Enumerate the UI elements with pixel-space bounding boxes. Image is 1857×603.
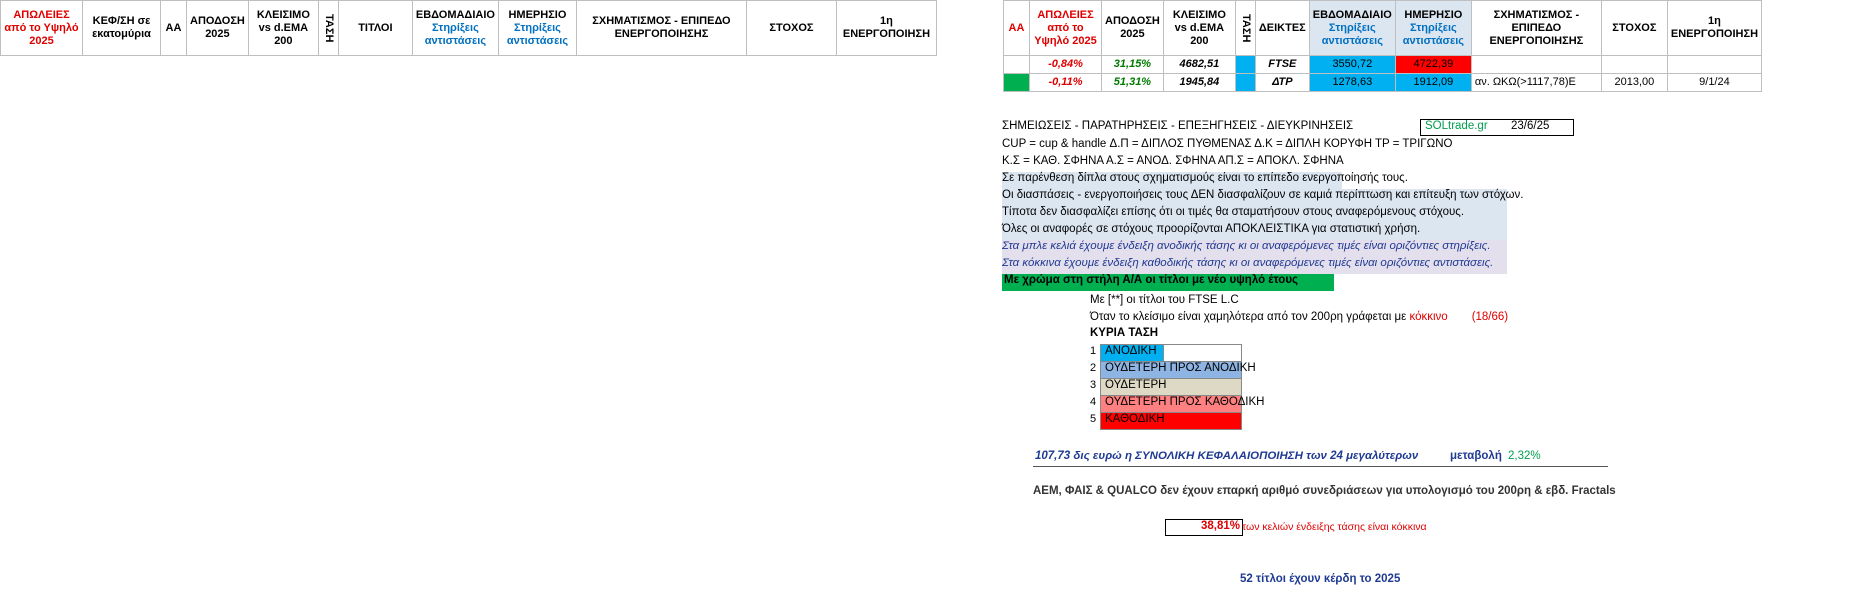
notes-line-5: Τίποτα δεν διασφαλίζει επίσης ότι οι τιμές θα σταματήσουν στους αναφερόμενους στόχους. [1002, 206, 1465, 218]
col-return: ΑΠΟΔΟΣΗ 2025 [187, 1, 249, 56]
notes-line-3: Σε παρένθεση δίπλα στους σχηματισμούς είναι το επίπεδο ενεργοποίησής τους. [1002, 172, 1408, 184]
legend-label: ΑΝΟΔΙΚΗ [1105, 345, 1157, 357]
col-close-ema: ΚΛΕΙΣΙΜΟ vs d.EMA 200 [248, 1, 318, 56]
idx-activation: 9/1/24 [1667, 74, 1761, 92]
legend-label: ΟΥΔΕΤΕΡΗ ΠΡΟΣ ΚΑΘΟΔΙΚΗ [1105, 396, 1265, 408]
col-weekly: ΕΒΔΟΜΑΔΙΑΙΟ Στηρίξεις αντιστάσεις [412, 1, 498, 56]
legend-label: ΚΑΘΟΔΙΚΗ [1105, 413, 1165, 425]
legend-num: 3 [1090, 379, 1097, 391]
idx-weekly: 1278,63 [1309, 74, 1395, 92]
notes-line-7: Στα μπλε κελιά έχουμε ένδειξη ανοδικής τάσης κι οι αναφερόμενες τιμές είναι οριζόντιες στηρίξεις. [1002, 240, 1491, 252]
idx-col-index: ΔΕΙΚΤΕΣ [1255, 1, 1309, 56]
idx-loss: -0,84% [1030, 56, 1102, 74]
idx-col-pattern: ΣΧΗΜΑΤΙΣΜΟΣ - ΕΠΙΠΕΔΟ ΕΝΕΡΓΟΠΟΙΗΣΗΣ [1471, 1, 1601, 56]
idx-name: ΔΤΡ [1255, 74, 1309, 92]
idx-pattern: αν. ΩΚΩ(>1117,78)Ε [1471, 74, 1601, 92]
notes-date: 23/6/25 [1511, 120, 1550, 132]
col-activation: 1η ΕΝΕΡΓΟΠΟΙΗΣΗ [836, 1, 936, 56]
notes-line-2: Κ.Σ = ΚΑΘ. ΣΦΗΝΑ Α.Σ = ΑΝΟΔ. ΣΦΗΝΑ ΑΠ.Σ = ΑΠΟΚΛ. ΣΦΗΝΑ [1002, 155, 1344, 167]
legend-label: ΟΥΔΕΤΕΡΗ [1105, 379, 1167, 391]
idx-trend-cell [1235, 74, 1255, 92]
legend-num: 2 [1090, 362, 1097, 374]
idx-col-return: ΑΠΟΔΟΣΗ 2025 [1102, 1, 1164, 56]
legend-num: 1 [1090, 345, 1097, 357]
col-losses: ΑΠΩΛΕΙΕΣ από το Υψηλό 2025 [1, 1, 83, 56]
idx-loss: -0,11% [1030, 74, 1102, 92]
stocks-table [0, 0, 937, 56]
source-label: SOLtrade.gr [1425, 120, 1488, 132]
idx-target: 2013,00 [1601, 74, 1667, 92]
col-aa: ΑΑ [161, 1, 187, 56]
change-value: 2,32% [1508, 450, 1541, 462]
notes-line-6: Όλες οι αναφορές σε στόχους προορίζονται ΑΠΟΚΛΕΙΣΤΙΚΑ για στατιστική χρήση. [1002, 223, 1421, 235]
trend-title: ΚΥΡΙΑ ΤΑΣΗ [1090, 327, 1159, 339]
winners-note: 52 τίτλοι έχουν κέρδη το 2025 [1240, 573, 1401, 585]
col-trend: ΤΑΣΗ [318, 1, 338, 56]
idx-col-activation: 1η ΕΝΕΡΓΟΠΟΙΗΣΗ [1667, 1, 1761, 56]
notes-title: ΣΗΜΕΙΩΣΕΙΣ - ΠΑΡΑΤΗΡΗΣΕΙΣ - ΕΠΕΞΗΓΗΣΕΙΣ - ΔΙΕΥΚΡΙΝΗΣΕΙΣ [1002, 120, 1354, 132]
index-row-dtr [1004, 74, 1762, 92]
idx-weekly: 3550,72 [1309, 56, 1395, 74]
legend-label: ΟΥΔΕΤΕΡΗ ΠΡΟΣ ΑΝΟΔΙΚΗ [1105, 362, 1256, 374]
idx-daily: 4722,39 [1395, 56, 1471, 74]
idx-activation [1667, 56, 1761, 74]
idx-pattern [1471, 56, 1601, 74]
idx-col-aa: ΑΑ [1004, 1, 1030, 56]
legend-num: 4 [1090, 396, 1097, 408]
indices-table [1003, 0, 1762, 92]
idx-name: FTSE [1255, 56, 1309, 74]
notes-line-9: Με χρώμα στη στήλη Α/Α οι τίτλοι με νέο υψηλό έτους [1004, 274, 1299, 286]
legend-num: 5 [1090, 413, 1097, 425]
idx-aa [1004, 56, 1030, 74]
idx-col-weekly: ΕΒΔΟΜΑΔΙΑΙΟ Στηρίξεις αντιστάσεις [1309, 1, 1395, 56]
index-row-ftse [1004, 56, 1762, 74]
idx-close: 4682,51 [1163, 56, 1235, 74]
col-cap: ΚΕΦ/ΣΗ σε εκατομύρια [83, 1, 161, 56]
fractals-note: ΑΕΜ, ΦΑΙΣ & QUALCO δεν έχουν επαρκή αριθμό συνεδριάσεων για υπολογισμό του 200ρη & εβδ. Fractals [1033, 485, 1616, 497]
red-pct-text: των κελιών ένδειξης τάσης είναι κόκκινα [1242, 521, 1427, 533]
idx-aa [1004, 74, 1030, 92]
idx-target [1601, 56, 1667, 74]
idx-return: 51,31% [1102, 74, 1164, 92]
notes-line-8: Στα κόκκινα έχουμε ένδειξη καθοδικής τάσης κι οι αναφερόμενες τιμές είναι οριζόντιες αντιστάσεις. [1002, 257, 1494, 269]
divider [1033, 466, 1608, 467]
col-target: ΣΤΟΧΟΣ [746, 1, 836, 56]
legend-row-box [1100, 344, 1242, 362]
col-titles: ΤΙΤΛΟΙ [338, 1, 412, 56]
idx-return: 31,15% [1102, 56, 1164, 74]
notes-line-11: Όταν το κλείσιμο είναι χαμηλότερα από τον 200ρη γράφεται με κόκκινο (18/66) [1090, 311, 1509, 323]
idx-close: 1945,84 [1163, 74, 1235, 92]
idx-col-daily: ΗΜΕΡΗΣΙΟ Στηρίξεις αντιστάσεις [1395, 1, 1471, 56]
red-pct-box: 38,81% [1165, 519, 1243, 536]
idx-trend-cell [1235, 56, 1255, 74]
idx-col-target: ΣΤΟΧΟΣ [1601, 1, 1667, 56]
notes-line-4: Οι διασπάσεις - ενεργοποιήσεις τους ΔΕΝ διασφαλίζουν σε καμιά περίπτωση και επίτευξη των στόχων. [1002, 189, 1524, 201]
col-daily: ΗΜΕΡΗΣΙΟ Στηρίξεις αντιστάσεις [498, 1, 576, 56]
cap-text: 107,73 δις ευρώ η ΣΥΝΟΛΙΚΗ ΚΕΦΑΛΑΙΟΠΟΙΗΣΗ των 24 μεγαλύτερων [1035, 450, 1419, 462]
notes-line-10: Με [**] οι τίτλοι του FTSE L.C [1090, 294, 1239, 306]
idx-daily: 1912,09 [1395, 74, 1471, 92]
idx-col-losses: ΑΠΩΛΕΙΕΣ από το Υψηλό 2025 [1030, 1, 1102, 56]
change-label: μεταβολή [1450, 450, 1502, 462]
col-pattern: ΣΧΗΜΑΤΙΣΜΟΣ - ΕΠΙΠΕΔΟ ΕΝΕΡΓΟΠΟΙΗΣΗΣ [576, 1, 746, 56]
notes-line-1: CUP = cup & handle Δ.Π = ΔΙΠΛΟΣ ΠΥΘΜΕΝΑΣ Δ.Κ = ΔΙΠΛΗ ΚΟΡΥΦΗ ΤΡ = ΤΡΙΓΩΝΟ [1002, 138, 1453, 150]
source-box [1420, 119, 1574, 136]
idx-col-close-ema: ΚΛΕΙΣΙΜΟ vs d.EMA 200 [1163, 1, 1235, 56]
idx-col-trend: ΤΑΣΗ [1235, 1, 1255, 56]
